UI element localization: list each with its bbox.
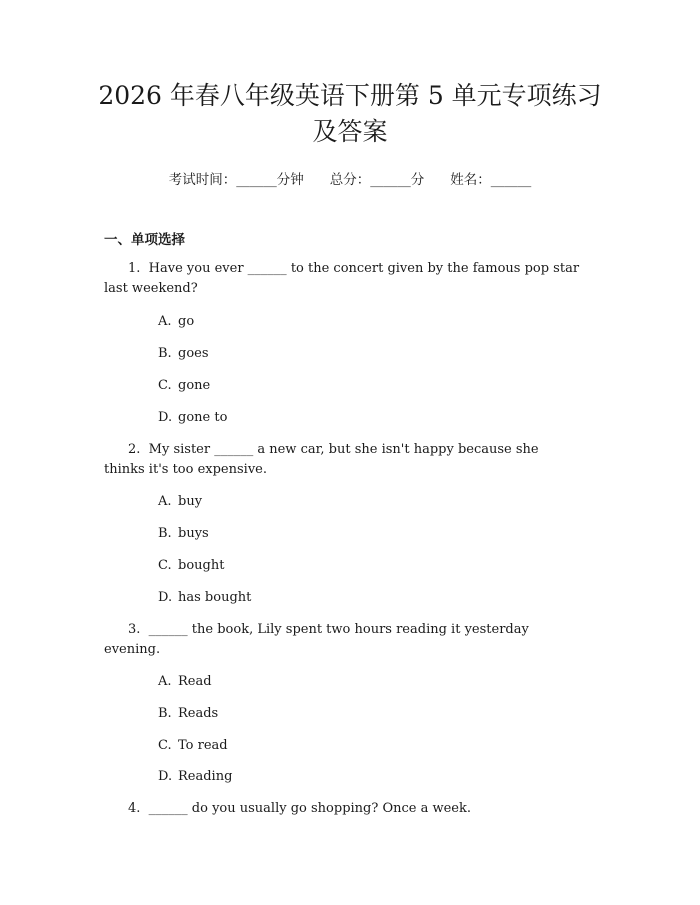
option-1b[interactable] xyxy=(158,344,209,364)
question-number: 1. xyxy=(128,261,141,276)
question-text: Have you ever ______ to the concert given by the famous pop star last weekend? xyxy=(104,261,580,296)
option-text: go xyxy=(178,314,195,329)
option-letter: C. xyxy=(158,378,172,393)
option-2a[interactable] xyxy=(158,492,202,512)
question-2 xyxy=(104,440,574,480)
option-1d[interactable] xyxy=(158,408,227,428)
option-text: goes xyxy=(178,346,209,361)
question-number: 3. xyxy=(128,622,141,637)
title-line-2: 及答案 xyxy=(312,117,388,146)
question-text: ______ do you usually go shopping? Once a week. xyxy=(148,801,472,816)
option-text: To read xyxy=(178,738,228,753)
option-letter: B. xyxy=(158,706,172,721)
option-text: Read xyxy=(178,674,212,689)
option-letter: A. xyxy=(158,494,172,509)
question-text: ______ the book, Lily spent two hours reading it yesterday evening. xyxy=(104,622,529,657)
option-2d[interactable] xyxy=(158,588,251,608)
title-line-1: 2026 年春八年级英语下册第 5 单元专项练习 xyxy=(98,81,602,110)
question-text: My sister ______ a new car, but she isn't happy because she thinks it's too expensive. xyxy=(104,442,539,477)
option-letter: A. xyxy=(158,314,172,329)
question-1 xyxy=(104,259,604,299)
name-label: 姓名：______ xyxy=(450,172,532,188)
question-3 xyxy=(104,620,569,660)
option-text: has bought xyxy=(178,590,252,605)
option-text: gone to xyxy=(178,410,228,425)
option-letter: D. xyxy=(158,410,173,425)
question-number: 2. xyxy=(128,442,141,457)
exam-time-label: 考试时间：______分钟 xyxy=(168,172,304,188)
option-2b[interactable] xyxy=(158,524,209,544)
option-text: gone xyxy=(178,378,211,393)
option-2c[interactable] xyxy=(158,556,224,576)
question-number: 4. xyxy=(128,801,141,816)
option-3c[interactable] xyxy=(158,736,228,756)
option-letter: C. xyxy=(158,738,172,753)
page-title xyxy=(60,78,640,150)
option-letter: D. xyxy=(158,590,173,605)
option-letter: C. xyxy=(158,558,172,573)
option-text: Reading xyxy=(178,769,233,784)
total-score-label: 总分：______分 xyxy=(329,172,425,188)
option-1a[interactable] xyxy=(158,312,194,332)
option-letter: B. xyxy=(158,346,172,361)
question-4 xyxy=(104,799,604,819)
option-3d[interactable] xyxy=(158,767,232,787)
option-text: bought xyxy=(178,558,225,573)
option-1c[interactable] xyxy=(158,376,210,396)
option-text: buy xyxy=(178,494,203,509)
option-3b[interactable] xyxy=(158,704,218,724)
option-text: buys xyxy=(178,526,209,541)
option-letter: B. xyxy=(158,526,172,541)
exam-meta xyxy=(0,168,700,188)
section-title: 一、单项选择 xyxy=(104,232,185,248)
option-letter: A. xyxy=(158,674,172,689)
option-text: Reads xyxy=(178,706,219,721)
option-3a[interactable] xyxy=(158,672,212,692)
option-letter: D. xyxy=(158,769,173,784)
